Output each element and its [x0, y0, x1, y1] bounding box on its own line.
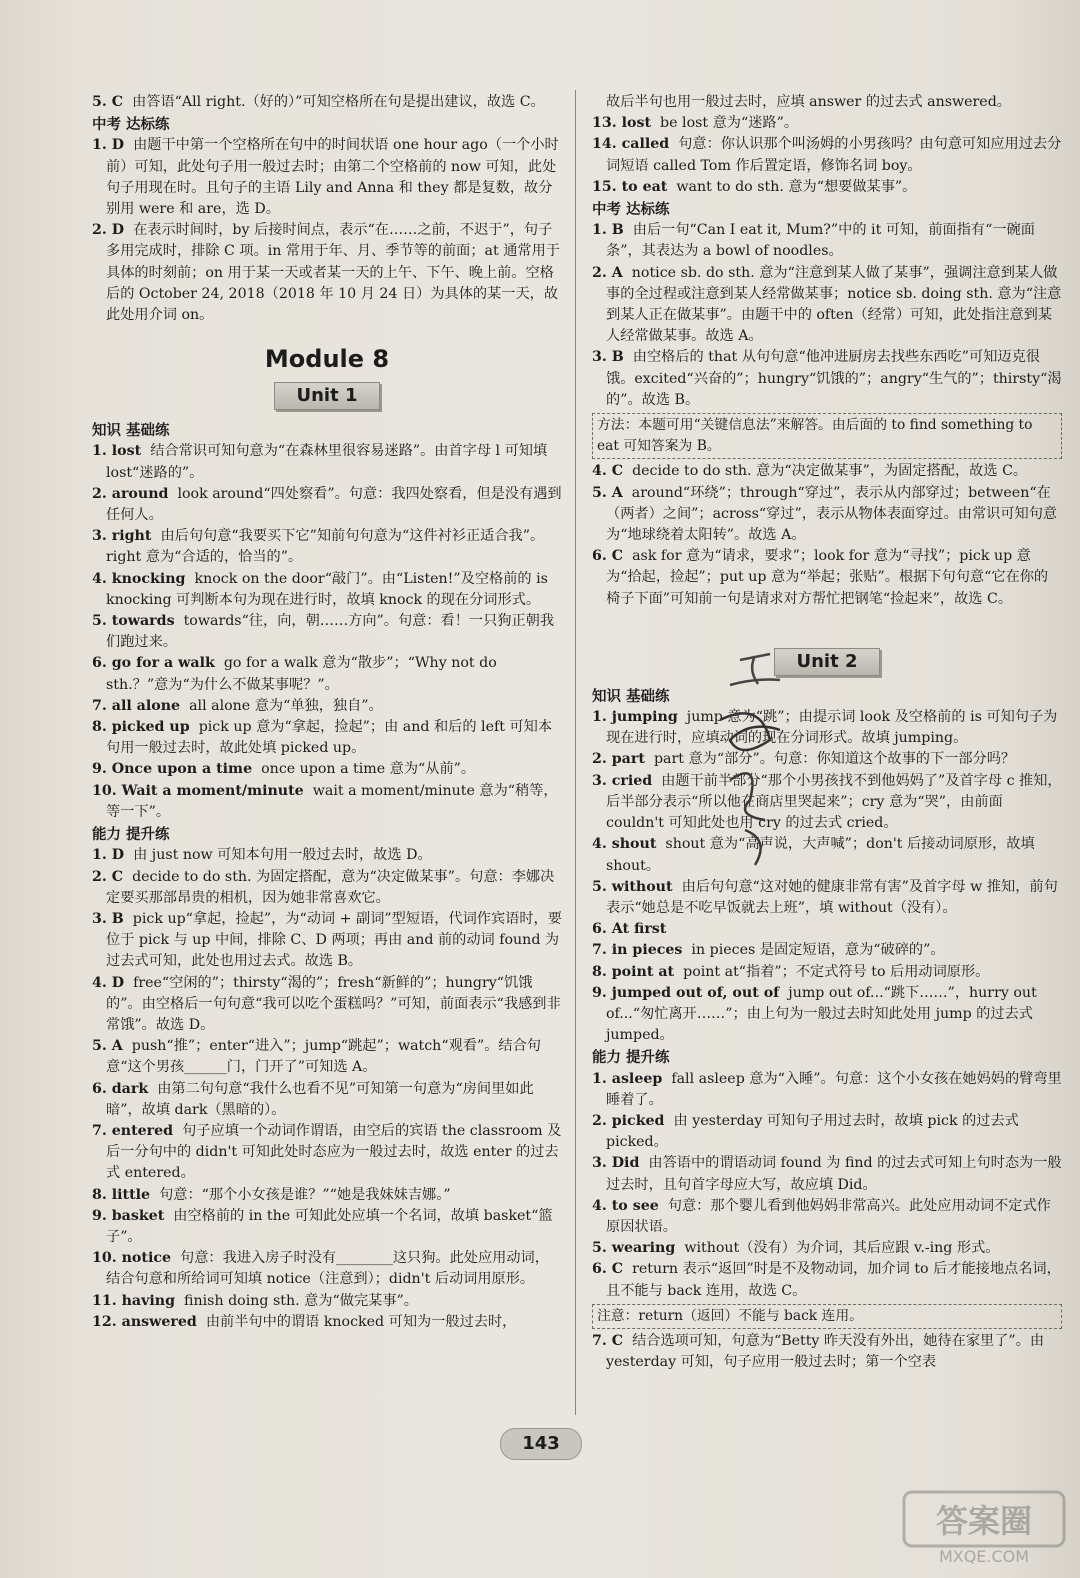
- answer-explanation: finish doing sth. 意为“做完某事”。: [184, 1292, 418, 1309]
- answer-item: [592, 707, 1062, 749]
- answer-number: 7. in pieces: [592, 942, 683, 959]
- answer-number: 2. part: [592, 751, 645, 768]
- answer-number: 1. D: [92, 137, 125, 154]
- answer-explanation: part 意为“部分”。句意：你知道这个故事的下一部分吗？: [653, 751, 1016, 768]
- answer-number: 9. basket: [92, 1207, 165, 1224]
- answer-item: [92, 759, 562, 780]
- right-column: [592, 92, 1062, 1373]
- answer-explanation: decide to do sth. 意为“决定做某事”，为固定搭配，故选 C。: [632, 463, 1028, 480]
- answer-explanation: 由前半句中的谓语 knocked 可知为一般过去时，: [205, 1313, 517, 1330]
- answer-number: 3. B: [92, 910, 124, 927]
- answer-list: [592, 1069, 1062, 1302]
- answer-item: [92, 484, 562, 526]
- answer-number: 2. picked: [592, 1112, 665, 1129]
- answer-explanation: pick up 意为“拿起，捡起”；由 and 和后的 left 可知本句用一般过去时，故此处填 picked up。: [106, 719, 553, 757]
- answer-number: 4. to see: [592, 1197, 659, 1214]
- answer-list: [92, 135, 562, 326]
- answer-number: 2. C: [92, 868, 124, 885]
- answer-number: 14. called: [592, 136, 670, 153]
- module-title: Module 8: [264, 345, 390, 374]
- answer-list: [592, 220, 1062, 411]
- unit-badge: Unit 2: [774, 648, 880, 676]
- answer-explanation: be lost 意为“迷路”。: [660, 115, 799, 132]
- answer-item: [92, 653, 562, 695]
- answer-item: [92, 781, 562, 823]
- answer-list: [592, 113, 1062, 198]
- answer-item: [592, 834, 1062, 876]
- answer-number: 3. cried: [592, 772, 653, 789]
- answer-item: [592, 940, 1062, 961]
- answer-list: [592, 707, 1062, 1046]
- answer-number: 3. Did: [592, 1155, 640, 1172]
- answer-item: [592, 771, 1062, 835]
- answer-item: [92, 441, 562, 483]
- svg-text:MXQE.COM: MXQE.COM: [938, 1547, 1030, 1566]
- left-column: [92, 92, 562, 1333]
- answer-item: 7. C 结合选项可知，句意为“Betty 昨天没有外出，她待在家里了”。由 yesterday 可知，句子应用一般过去时；第一个空表: [592, 1332, 1045, 1371]
- answer-number: 3. right: [92, 528, 152, 545]
- answer-explanation: 由后句句意“我要买下它”知前句句意为“这件衬衫正适合我”。right 意为“合适的，恰当的”。: [106, 528, 545, 566]
- answer-number: 6. C: [592, 548, 624, 565]
- answer-item: [592, 877, 1062, 919]
- answer-number: 5. A: [592, 484, 623, 501]
- answer-item: [592, 546, 1062, 610]
- note-tip-box: 注意：return（返回）不能与 back 连用。: [592, 1304, 1062, 1329]
- answer-number: 1. jumping: [592, 709, 678, 726]
- answer-item: [92, 1248, 562, 1290]
- answer-number: 4. shout: [592, 836, 657, 853]
- answer-explanation: 由 yesterday 可知句子用过去时，故填 pick 的过去式 picked。: [606, 1112, 1019, 1151]
- answer-item: [92, 696, 562, 717]
- unit-badge: Unit 1: [274, 382, 380, 410]
- answer-item: [592, 220, 1062, 262]
- answer-item: [92, 1079, 562, 1121]
- answer-number: 5. wearing: [592, 1240, 676, 1257]
- answer-number: 9. jumped out of, out of: [592, 984, 780, 1001]
- answer-number: 4. D: [92, 974, 125, 991]
- answer-explanation: all alone 意为“单独，独自”。: [189, 697, 383, 714]
- answer-item: [92, 1206, 562, 1248]
- method-tip-box: 方法：本题可用“关键信息法”来解答。由后面的 to find something to eat 可知答案为 B。: [592, 413, 1062, 459]
- answer-explanation: fall asleep 意为“入睡”。句意：这个小女孩在她妈妈的臂弯里睡着了。: [606, 1070, 1062, 1108]
- answer-item: [592, 1238, 1062, 1259]
- answer-explanation: 结合常识可知句意为“在森林里很容易迷路”。由首字母 l 可知填 lost“迷路的”。: [106, 443, 548, 481]
- answer-number: 5. towards: [92, 613, 175, 630]
- answer-item: [92, 867, 562, 909]
- answer-list: [92, 441, 562, 823]
- answer-list: [92, 845, 562, 1333]
- answer-item: [92, 909, 562, 973]
- answer-explanation: 由 just now 可知本句用一般过去时，故选 D。: [133, 847, 432, 864]
- handwritten-scribble: [700, 640, 810, 900]
- answer-item: [592, 1259, 1062, 1301]
- answer-item: [92, 611, 562, 653]
- answer-number: 4. knocking: [92, 570, 186, 587]
- answer-explanation: wait a moment/minute 意为“稍等，等一下”。: [106, 782, 558, 820]
- answer-explanation: 句意：我进入房子时没有________这只狗。此处应用动词，结合句意和所给词可知填 notice（注意到）；didn't 后动词用原形。: [106, 1250, 549, 1288]
- answer-number: 2. around: [92, 485, 169, 502]
- answer-item: [592, 962, 1062, 983]
- answer-item: [92, 220, 562, 326]
- answer-number: 9. Once upon a time: [92, 761, 253, 778]
- answer-list: [592, 461, 1062, 609]
- answer-explanation: 由后句句意“这对她的健康非常有害”及首字母 w 推知，前句表示“她总是不吃早饭就去上班”，填 without（没有）。: [606, 878, 1058, 916]
- answer-explanation: 句意：那个婴儿看到他妈妈非常高兴。此处应用动词不定式作原因状语。: [606, 1197, 1051, 1235]
- answer-item: [592, 263, 1062, 348]
- answer-item: [592, 134, 1062, 176]
- watermark-logo: [900, 1488, 1070, 1568]
- answer-explanation: 由后一句“Can I eat it, Mum?”中的 it 可知，前面指有“一碗面条”，其表达为 a bowl of noodles。: [606, 222, 1035, 260]
- answer-number: 5. without: [592, 878, 673, 895]
- answer-explanation: 由第二句句意“我什么也看不见”可知第一句意为“房间里如此暗”，故填 dark（黑暗的）。: [106, 1080, 534, 1118]
- section-heading: 能力 提升练: [92, 826, 170, 844]
- answer-number: 2. A: [592, 264, 623, 281]
- answer-item: [92, 1185, 562, 1206]
- svg-text:答案圈: 答案圈: [935, 1502, 1033, 1540]
- answer-number: 5. A: [92, 1038, 123, 1055]
- answer-item: [592, 177, 1062, 198]
- answer-number: 8. little: [92, 1186, 151, 1203]
- answer-explanation: around“环绕”；through“穿过”，表示从内部穿过；between“在（两者）之间”；across“穿过”，表示从物体表面穿过。由常识可知句意为“地球绕着太阳转”。故选 A。: [606, 484, 1058, 544]
- continued-text: 故后半句也用一般过去时，应填 answer 的过去式 answered。: [606, 94, 1011, 110]
- section-heading: 知识 基础练: [92, 422, 170, 440]
- answer-item: [92, 1036, 562, 1078]
- answer-number: 7. entered: [92, 1122, 174, 1139]
- answer-number: 1. D: [92, 847, 125, 864]
- answer-number: 8. point at: [592, 963, 675, 980]
- answer-explanation: 在表示时间时，by 后接时间点，表示“在……之前，不迟于”，句子多用完成时，排除 C 项。in 常用于年、月、季节等的前面；at 通常用于具体的时刻前；on 用于某一天或者某一天的上午、下午、晚上前。空格后的 October 24, 2018（2018 年 10 月 24 日）为具体的某一天，故此处用介词 on。: [106, 222, 560, 324]
- answer-explanation: look around“四处察看”。句意：我四处察看，但是没有遇到任何人。: [106, 485, 562, 524]
- section-heading: 知识 基础练: [592, 687, 670, 705]
- answer-number: 7. all alone: [92, 697, 181, 714]
- answer-explanation: 由题干中第一个空格所在句中的时间状语 one hour ago（一个小时前）可知，此处句子用一般过去时；由第二个空格前的 now 可知，此处句子用现在时。且句子的主语 Lily and Anna 和 they 都是复数，故分别用 were 和 are，选 D。: [106, 137, 559, 218]
- answer-explanation: 由答语中的谓语动词 found 为 find 的过去式可知上句时态为一般过去时，且句首字母应大写，故应填 Did。: [606, 1155, 1062, 1193]
- answer-number: 13. lost: [592, 115, 652, 132]
- answer-explanation: free“空闲的”；thirsty“渴的”；fresh“新鲜的”；hungry“饥饿的”。由空格后一句句意“我可以吃个蛋糕吗？”可知，前面表示“我感到非常饿”。故选 D。: [106, 974, 561, 1033]
- answer-number: 4. C: [592, 463, 624, 480]
- answer-number: 8. picked up: [92, 719, 190, 736]
- answer-explanation: jump 意为“跳”；由提示词 look 及空格前的 is 可知句子为现在进行时，应填动词的现在分词形式。故填 jumping。: [606, 709, 1058, 747]
- column-divider: [575, 90, 576, 1415]
- section-heading: 能力 提升练: [592, 1049, 670, 1067]
- answer-explanation: 句意：“那个小女孩是谁？”“她是我妹妹吉娜。”: [159, 1186, 451, 1203]
- answer-item: [592, 749, 1062, 770]
- answer-explanation: towards“往，向，朝……方向”。句意：看！一只狗正朝我们跑过来。: [106, 613, 555, 651]
- answer-number: 1. asleep: [592, 1070, 663, 1087]
- answer-item: [92, 717, 562, 759]
- answer-explanation: decide to do sth. 为固定搭配，意为“决定做某事”。句意：李娜决定要买那部昂贵的相机，因为她非常喜欢它。: [106, 868, 555, 906]
- answer-item: [592, 347, 1062, 411]
- answer-explanation: notice sb. do sth. 意为“注意到某人做了某事”，强调注意到某人做事的全过程或注意到某人经常做某事；notice sb. doing sth. 意为“注意到某人正在做某事”。由题干中的 often（经常）可知，此处指注意到某人经常做某事。故选 A。: [606, 264, 1062, 345]
- answer-number: 1. B: [592, 222, 624, 239]
- answer-explanation: 句意：你认识那个叫汤姆的小男孩吗？由句意可知应用过去分词短语 called Tom 作后置定语，修饰名词 boy。: [606, 136, 1062, 174]
- section-heading: 中考 达标练: [592, 201, 670, 219]
- answer-explanation: without（没有）为介词，其后应跟 v.-ing 形式。: [684, 1240, 1000, 1257]
- answer-explanation: pick up“拿起，捡起”，为“动词 + 副词”型短语，代词作宾语时，要位于 pick 与 up 中间，排除 C、D 两项；再由 and 前的动词 found 为过去式可知，此处也用过去式。故选 B。: [106, 910, 562, 970]
- section-heading: 中考 达标练: [92, 116, 170, 134]
- answer-item: [92, 526, 562, 568]
- answer-explanation: ask for 意为“请求，要求”；look for 意为“寻找”；pick up 意为“拾起，捡起”；put up 意为“举起；张贴”。根据下句句意“它在你的椅子下面”可知前一句是请求对方帮忙把钢笔“捡起来”，故选 C。: [606, 548, 1049, 607]
- answer-item: [92, 1121, 562, 1185]
- answer-item: [92, 135, 562, 220]
- answer-explanation: 由空格前的 in the 可知此处应填一个名词，故填 basket“篮子”。: [106, 1207, 553, 1245]
- answer-item: [92, 1291, 562, 1312]
- answer-item: [92, 569, 562, 611]
- answer-item: [592, 1153, 1062, 1195]
- answer-item: [592, 461, 1062, 482]
- answer-item: [592, 983, 1062, 1047]
- answer-item: [592, 1069, 1062, 1111]
- page-number: 143: [500, 1428, 582, 1460]
- answer-number: 10. notice: [92, 1250, 172, 1267]
- answer-number: 6. At first: [592, 921, 667, 938]
- answer-item: [92, 1312, 562, 1333]
- answer-explanation: point at“指着”；不定式符号 to 后用动词原形。: [683, 963, 990, 980]
- answer-explanation: in pieces 是固定短语，意为“破碎的”。: [691, 942, 945, 959]
- answer-explanation: return 表示“返回”时是不及物动词，加介词 to 后才能接地点名词，且不能与 back 连用，故选 C。: [606, 1261, 1061, 1299]
- answer-item: 5. C 由答语“All right.（好的）”可知空格所在句是提出建议，故选 C。: [92, 94, 545, 110]
- answer-number: 6. C: [592, 1261, 624, 1278]
- answer-number: 3. B: [592, 349, 624, 366]
- answer-explanation: want to do sth. 意为“想要做某事”。: [676, 178, 917, 195]
- answer-item: [592, 919, 1062, 940]
- answer-number: 12. answered: [92, 1313, 197, 1330]
- answer-explanation: 句子应填一个动词作谓语，由空后的宾语 the classroom 及后一分句中的 didn't 可知此处时态应为一般过去时，故选 enter 的过去式 entered。: [106, 1122, 562, 1182]
- answer-number: 1. lost: [92, 443, 142, 460]
- answer-explanation: once upon a time 意为“从前”。: [261, 761, 476, 778]
- answer-explanation: shout 意为“高声说，大声喊”；don't 后接动词原形，故填 shout。: [606, 836, 1035, 874]
- answer-explanation: 由空格后的 that 从句句意“他冲进厨房去找些东西吃”可知迈克很饿。excited“兴奋的”；hungry“饥饿的”；angry“生气的”；thirsty“渴的”。故选 B。: [606, 349, 1062, 408]
- answer-explanation: push“推”；enter“进入”；jump“跳起”；watch“观看”。结合句意“这个男孩______门，门开了”可知选 A。: [106, 1038, 541, 1076]
- answer-item: [92, 973, 562, 1037]
- answer-item: [592, 1196, 1062, 1238]
- answer-number: 11. having: [92, 1292, 175, 1309]
- answer-item: [92, 845, 562, 866]
- answer-number: 6. go for a walk: [92, 655, 215, 672]
- answer-number: 10. Wait a moment/minute: [92, 782, 304, 799]
- answer-item: [592, 483, 1062, 547]
- answer-number: 15. to eat: [592, 178, 668, 195]
- answer-item: [592, 1111, 1062, 1153]
- answer-explanation: jump out of...“跳下……”，hurry out of...“匆忙离开……”；由上句为一般过去时知此处用 jump 的过去式 jumped。: [606, 984, 1037, 1044]
- answer-explanation: knock on the door“敲门”。由“Listen!”及空格前的 is knocking 可判断本句为现在进行时，故填 knock 的现在分词形式。: [106, 570, 548, 608]
- answer-explanation: go for a walk 意为“散步”；“Why not do sth.？”意为“为什么不做某事呢？”。: [106, 655, 497, 693]
- answer-number: 6. dark: [92, 1080, 149, 1097]
- answer-item: [592, 113, 1062, 134]
- answer-explanation: 由题干前半部分“那个小男孩找不到他妈妈了”及首字母 c 推知，后半部分表示“所以他在商店里哭起来”；cry 意为“哭”，由前面 couldn't 可知此处也用 cry 的过去式 cried。: [606, 772, 1062, 832]
- answer-number: 2. D: [92, 222, 125, 239]
